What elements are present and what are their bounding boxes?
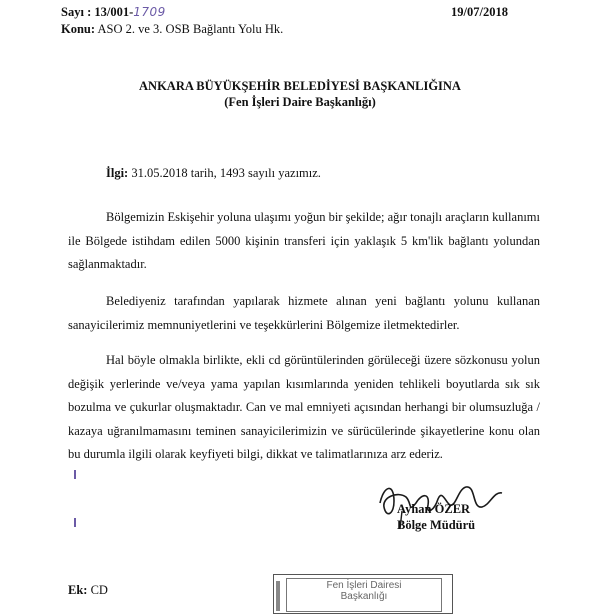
paragraph-3 bbox=[68, 349, 540, 467]
handwritten-number: 1709 bbox=[133, 5, 166, 19]
attachment-line bbox=[68, 583, 108, 598]
reference-number bbox=[61, 5, 166, 20]
paragraph-1-text: Bölgemizin Eskişehir yoluna ulaşımı yoğun bir şekilde; ağır tonajlı araçların kullanımı ile Bölgede istihdam edilen 5000 kişinin transferi için yaklaşık 5 km'lik bağlantı yolundan sağlanmaktadır. bbox=[68, 210, 540, 271]
paragraph-2-text: Belediyeniz tarafından yapılarak hizmete alınan yeni bağlantı yolunu kullanan sanayicilerimiz memnuniyetlerini ve teşekkürlerini Bölgemize iletmektedirler. bbox=[68, 294, 540, 332]
ilgi-text: 31.05.2018 tarih, 1493 sayılı yazımız. bbox=[128, 166, 321, 180]
recipient-line-2: (Fen İşleri Daire Başkanlığı) bbox=[224, 95, 376, 109]
attachment-label: Ek: bbox=[68, 583, 88, 597]
paragraph-2 bbox=[68, 290, 540, 337]
paragraph-1 bbox=[68, 206, 540, 277]
signatory-title: Bölge Müdürü bbox=[397, 518, 476, 532]
reference-paragraph bbox=[106, 162, 526, 186]
ilgi-label: İlgi: bbox=[106, 166, 129, 180]
subject-line bbox=[61, 22, 283, 37]
recipient-line-1: ANKARA BÜYÜKŞEHİR BELEDİYESİ BAŞKANLIĞINA bbox=[139, 79, 461, 93]
paragraph-3-text: Hal böyle olmakla birlikte, ekli cd görüntülerinden görüleceği üzere sözkonusu yolun değişik yerlerinde ve/veya yama yapılan kısımlarında yeniden tehlikeli boyutlarda sık sık bozulma ve çukurlar oluşmaktadır. Can ve mal emniyeti açısından herhangi bir olumsuzluğa / kazaya uğranılmamasını teminen sanayicilerimizin ve sürücülerinde şikayetlerine konu olan bu durumla ilgili olarak keyfiyeti bilgi, dikkat ve talimatlarınıza arz ederiz. bbox=[68, 353, 540, 461]
margin-mark bbox=[74, 518, 76, 527]
reference-prefix: : 13/001- bbox=[87, 5, 134, 19]
letter-date: 19/07/2018 bbox=[451, 5, 508, 19]
stamp-bar bbox=[276, 581, 280, 611]
received-stamp bbox=[273, 574, 453, 614]
subject-text: ASO 2. ve 3. OSB Bağlantı Yolu Hk. bbox=[97, 22, 284, 36]
stamp-box bbox=[286, 578, 442, 612]
subject-label: Konu: bbox=[61, 22, 96, 36]
stamp-line-2: Başkanlığı bbox=[340, 591, 388, 602]
reference-label: Sayı bbox=[61, 5, 84, 19]
margin-mark bbox=[74, 470, 76, 479]
attachment-value: CD bbox=[87, 583, 108, 597]
stamp-line-1: Fen İşleri Dairesi bbox=[326, 580, 402, 591]
signatory-name: Ayhan ÖZER bbox=[397, 502, 471, 516]
